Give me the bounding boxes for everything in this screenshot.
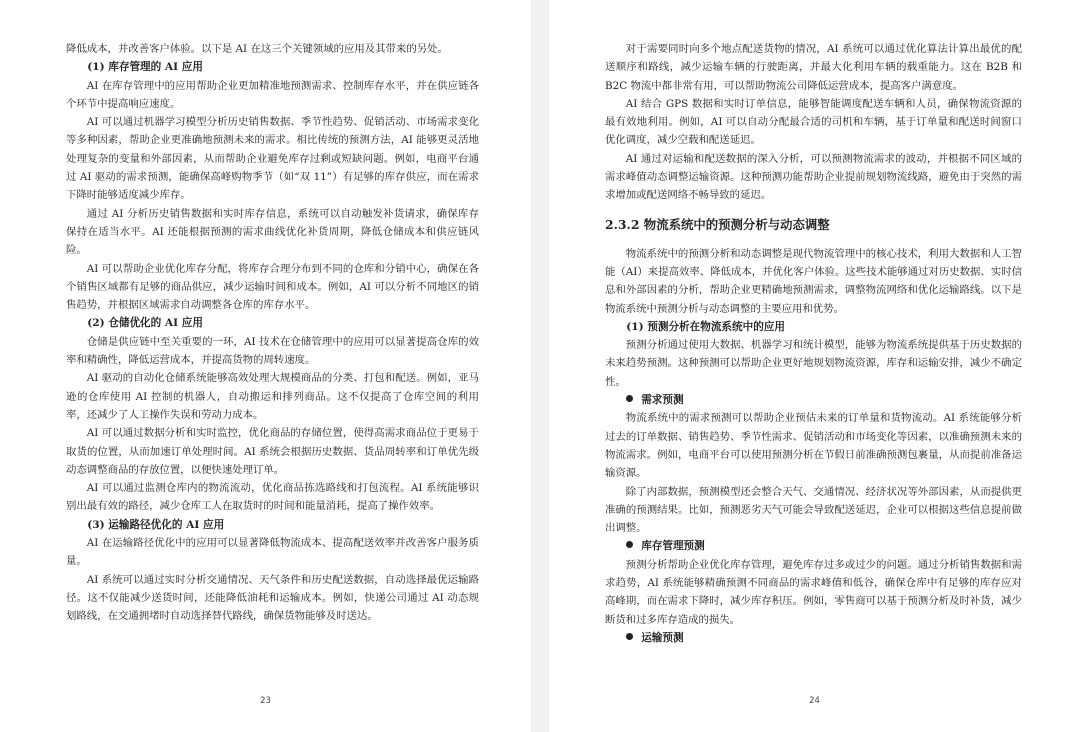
paragraph: 物流系统中的需求预测可以帮助企业预估未来的订单量和货物流动。AI 系统能够分析过去的订单数据、销售趋势、季节性需求、促销活动和市场变化等因素，以准确预测未来的物流需求。例如，电商平台可以使用预测分析在节假日前准确预测包裹量，从而提前准备运输资源。 — [605, 412, 1022, 480]
subsection-heading: (1) 库存管理的 AI 应用 — [87, 61, 203, 74]
right-page — [549, 0, 1080, 732]
paragraph: AI 可以帮助企业优化库存分配，将库存合理分布到不同的仓库和分销中心，确保在各个销售区域都有足够的商品供应，减少运输时间和成本。例如，AI 可以分析不同地区的销售趋势，并根据区域需求自动调整各仓库的库存水平。 — [66, 262, 479, 312]
paragraph: AI 可以通过监测仓库内的物流流动，优化商品拣选路线和打包流程。AI 系统能够识别出最有效的路径，减少仓库工人在取货时的时间和能量消耗，提高了操作效率。 — [66, 482, 479, 513]
paragraph: AI 可以通过机器学习模型分析历史销售数据、季节性趋势、促销活动、市场需求变化等多种因素，帮助企业更准确地预测未来的需求。相比传统的预测方法，AI 能够更灵活地处理复杂的变量和外部因素，从而帮助企业避免库存过剩或短缺问题。例如，电商平台通过 AI 驱动的需求预测，能确保高峰购物季节（如“双 11”）有足够的库存供应，而在需求下降时能够适度减少库存。 — [66, 116, 479, 202]
paragraph: AI 通过对运输和配送数据的深入分析，可以预测物流需求的波动，并根据不同区域的需求峰值动态调整运输资源。这种预测功能帮助企业提前规划物流线路，避免由于突然的需求增加或配送网络不畅导致的延迟。 — [605, 152, 1022, 202]
paragraph: AI 在运输路径优化中的应用可以显著降低物流成本、提高配送效率并改善客户服务质量。 — [66, 537, 479, 568]
bullet-heading-text: 运输预测 — [641, 631, 684, 644]
paragraph: AI 可以通过数据分析和实时监控，优化商品的存储位置，使得高需求商品位于更易于取货的位置，从而加速订单处理时间。AI 系统会根据历史数据、货品周转率和订单优先级动态调整商品的存放位置，以便快速处理订单。 — [66, 427, 479, 476]
bullet-dot-icon — [626, 633, 633, 640]
bullet-dot-icon — [626, 541, 633, 548]
paragraph: 降低成本，并改善客户体验。以下是 AI 在这三个关键领域的应用及其带来的另处。 — [66, 43, 448, 55]
paragraph: AI 在库存管理中的应用帮助企业更加精准地预测需求、控制库存水平，并在供应链各个环节中提高响应速度。 — [66, 79, 479, 110]
bullet-heading — [605, 391, 1022, 409]
bullet-dot-icon — [626, 395, 633, 402]
paragraph: AI 驱动的自动化仓储系统能够高效处理大规模商品的分类、打包和配送。例如，亚马逊的仓库使用 AI 控制的机器人，自动搬运和排列商品。这不仅提高了仓库空间的利用率，还减少了人工操作失误和劳动力成本。 — [66, 372, 479, 421]
right-page-content — [605, 40, 1022, 647]
paragraph: 预测分析通过使用大数据、机器学习和统计模型，能够为物流系统提供基于历史数据的未来趋势预测。这种预测可以帮助企业更好地规划物流资源，库存和运输安排，减少不确定性。 — [605, 339, 1022, 388]
subsection-heading: (1) 预测分析在物流系统中的应用 — [626, 320, 785, 333]
page-number-left: 23 — [260, 696, 271, 706]
left-page-content — [66, 40, 479, 626]
paragraph: AI 结合 GPS 数据和实时订单信息，能够智能调度配送车辆和人员，确保物流资源的最有效地利用。例如，AI 可以自动分配最合适的司机和车辆，基于订单量和配送时间窗口优化调度，减少空载和配送延迟。 — [605, 97, 1022, 147]
paragraph: 通过 AI 分析历史销售数据和实时库存信息，系统可以自动触发补货请求，确保库存保持在适当水平。AI 还能根据预测的需求曲线优化补货周期，降低仓储成本和供应链风险。 — [66, 207, 479, 257]
paragraph: 对于需要同时向多个地点配送货物的情况，AI 系统可以通过优化算法计算出最优的配送顺序和路线，减少运输车辆的行驶距离，并最大化利用车辆的载重能力。这在 B2B 和 B2C 物流中都非常有用，可以帮助物流公司降低运营成本，提高客户满意度。 — [605, 43, 1022, 92]
subsection-heading: (2) 仓储优化的 AI 应用 — [87, 317, 203, 330]
bullet-heading — [605, 629, 1022, 647]
paragraph: AI 系统可以通过实时分析交通情况、天气条件和历史配送数据，自动选择最优运输路径。这不仅能减少送货时间，还能降低油耗和运输成本。例如，快递公司通过 AI 动态规划路线，在交通拥堵时自动选择替代路线，确保货物能够及时送达。 — [66, 573, 479, 623]
paragraph: 预测分析帮助企业优化库存管理，避免库存过多或过少的问题。通过分析销售数据和需求趋势，AI 系统能够精确预测不同商品的需求峰值和低谷，确保仓库中有足够的库存应对高峰期，而在需求下降时，减少库存积压。例如，零售商可以基于预测分析及时补货，减少断货和过多库存造成的损失。 — [605, 558, 1022, 626]
left-page — [0, 0, 531, 732]
bullet-heading — [605, 537, 1022, 555]
paragraph: 物流系统中的预测分析和动态调整是现代物流管理中的核心技术，利用大数据和人工智能（AI）来提高效率、降低成本，并优化客户体验。这些技术能够通过对历史数据、实时信息和外部因素的分析，帮助企业更精确地预测需求，调整物流网络和优化运输路线。以下是物流系统中预测分析与动态调整的主要应用和优势。 — [605, 247, 1022, 315]
bullet-heading-text: 需求预测 — [641, 394, 684, 407]
paragraph: 仓储是供应链中至关重要的一环，AI 技术在仓储管理中的应用可以显著提高仓库的效率和精确性，降低运营成本，并提高货物的周转速度。 — [66, 335, 479, 367]
subsection-heading: (3) 运输路径优化的 AI 应用 — [87, 518, 225, 531]
page-number-right: 24 — [809, 696, 820, 706]
section-heading: 2.3.2 物流系统中的预测分析与动态调整 — [605, 216, 830, 232]
paragraph: 除了内部数据，预测模型还会整合天气、交通情况、经济状况等外部因素，从而提供更准确的预测结果。比如，预测恶劣天气可能会导致配送延迟，企业可以根据这些信息提前做出调整。 — [605, 485, 1022, 535]
page-gutter — [531, 0, 549, 732]
bullet-heading-text: 库存管理预测 — [641, 540, 705, 553]
